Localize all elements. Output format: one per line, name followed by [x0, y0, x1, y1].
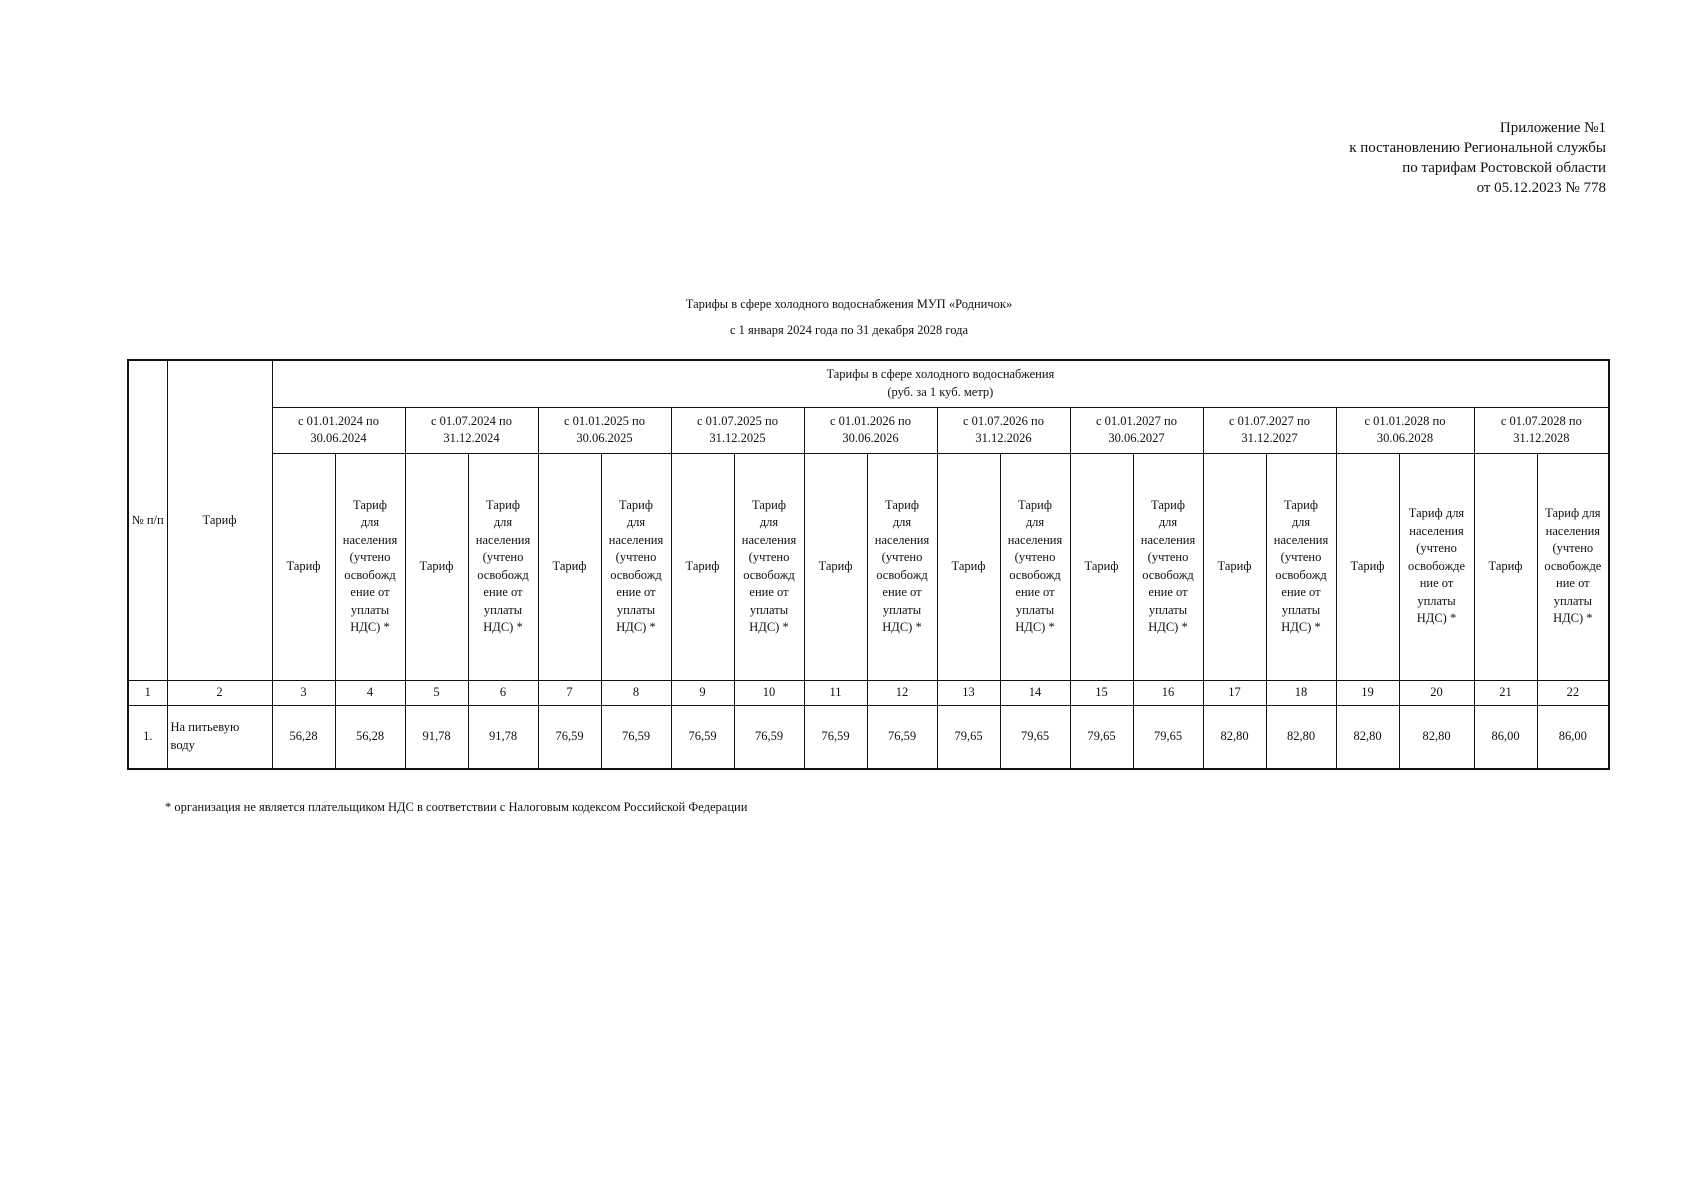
subheader-population-line: уплаты: [616, 602, 656, 617]
column-number-cell: 13: [937, 680, 1000, 705]
column-number-cell: 21: [1474, 680, 1537, 705]
tariff-value-cell: 82,80: [1399, 705, 1474, 769]
subheader-population-cell: [1537, 453, 1609, 680]
tariff-table: [127, 359, 1610, 770]
tariff-value-cell: 86,00: [1537, 705, 1609, 769]
subheader-population-line: НДС) *: [1416, 611, 1457, 626]
header-group-cell: [272, 360, 1609, 407]
subheader-population-line: (учтено: [482, 550, 524, 564]
subheader-population-line: (учтено: [349, 550, 391, 564]
column-number-cell: 5: [405, 680, 468, 705]
subheader-population-line: населения: [1273, 532, 1329, 547]
period-line: с 01.07.2028 по: [1500, 413, 1582, 428]
period-line: 31.12.2027: [1241, 431, 1298, 445]
subheader-population-line: освобожд: [1275, 567, 1327, 582]
subheader-population-line: для: [1158, 515, 1178, 529]
subheader-population-line: для: [493, 515, 513, 529]
header-group-line: (руб. за 1 куб. метр): [887, 384, 994, 399]
subheader-population-line: населения: [1140, 532, 1196, 547]
period-line: 30.06.2026: [842, 431, 899, 445]
subheader-tariff-cell: [671, 453, 734, 680]
subheader-population-line: ние от: [1556, 576, 1590, 591]
column-number-cell: 7: [538, 680, 601, 705]
tariff-value-cell: 76,59: [538, 705, 601, 769]
subheader-tariff-text: Тариф: [1488, 558, 1523, 573]
appendix-line: к постановлению Региональной службы: [1349, 140, 1606, 156]
subheader-population-line: НДС) *: [749, 620, 789, 634]
column-number-cell: 2: [167, 680, 272, 705]
period-line: 30.06.2027: [1108, 431, 1165, 445]
column-number-cell: 16: [1133, 680, 1203, 705]
subheader-population-cell: [1399, 453, 1474, 680]
tariff-value-cell: 76,59: [601, 705, 671, 769]
subheader-population-line: населения: [475, 532, 531, 547]
subheader-population-cell: [867, 453, 937, 680]
column-number-cell: 20: [1399, 680, 1474, 705]
subheader-tariff-text: Тариф: [1350, 558, 1385, 573]
period-line: 30.06.2025: [576, 431, 633, 445]
subheader-tariff-cell: [804, 453, 867, 680]
column-number-cell: 22: [1537, 680, 1609, 705]
subheader-population-line: НДС) *: [882, 620, 922, 634]
subheader-population-line: уплаты: [1417, 593, 1456, 608]
subheader-population-cell: [601, 453, 671, 680]
subheader-population-line: уплаты: [882, 602, 922, 617]
subheader-population-line: НДС) *: [616, 620, 656, 634]
subheader-population-line: для: [626, 515, 646, 529]
footnote: * организация не является плательщиком НДС в соответствии с Налоговым кодексом Российской Федерации: [165, 800, 748, 814]
period-line: 31.12.2025: [709, 431, 766, 445]
subheader-population-line: Тариф: [885, 497, 919, 512]
row-name-line: На питьевую: [170, 720, 240, 735]
header-tariff-text: Тариф: [202, 512, 237, 527]
subheader-tariff-text: Тариф: [1217, 558, 1252, 573]
column-number-cell: 12: [867, 680, 937, 705]
subheader-population-line: освобожд: [344, 567, 396, 582]
tariff-value-cell: 56,28: [272, 705, 335, 769]
subheader-population-line: НДС) *: [1015, 620, 1055, 634]
column-number-cell: 15: [1070, 680, 1133, 705]
subheader-population-line: уплаты: [350, 602, 390, 617]
subheader-population-line: для: [360, 515, 380, 529]
tariff-value-cell: 82,80: [1266, 705, 1336, 769]
column-number-cell: 8: [601, 680, 671, 705]
subheader-population-line: ение от: [1015, 585, 1055, 599]
period-line: с 01.01.2026 по: [830, 413, 911, 428]
period-header-cell: [538, 407, 671, 453]
column-number-cell: 11: [804, 680, 867, 705]
subheader-population-line: ение от: [882, 585, 922, 599]
tariff-value-cell: 76,59: [867, 705, 937, 769]
period-line: 30.06.2024: [310, 431, 367, 445]
header-tariff-cell: [167, 360, 272, 680]
tariff-value-cell: 79,65: [1070, 705, 1133, 769]
subheader-population-line: Тариф: [752, 497, 786, 512]
period-header-cell: [937, 407, 1070, 453]
appendix-block: [1349, 118, 1606, 198]
subheader-population-line: НДС) *: [350, 620, 390, 634]
subheader-population-line: Тариф: [486, 497, 520, 512]
subheader-population-cell: [734, 453, 804, 680]
period-header-cell: [405, 407, 538, 453]
subheader-population-cell: [1266, 453, 1336, 680]
subheader-population-line: уплаты: [1148, 602, 1188, 617]
subheader-tariff-cell: [405, 453, 468, 680]
subheader-population-line: для: [1025, 515, 1045, 529]
subheader-population-line: ение от: [1281, 585, 1321, 599]
subheader-population-line: Тариф: [1018, 497, 1052, 512]
header-number-cell: [128, 360, 167, 680]
subheader-population-line: ение от: [749, 585, 789, 599]
subheader-population-line: ение от: [483, 585, 523, 599]
period-line: с 01.01.2027 по: [1096, 413, 1177, 428]
tariff-value-cell: 82,80: [1203, 705, 1266, 769]
tariff-value-cell: 79,65: [937, 705, 1000, 769]
subheader-population-line: освобожд: [610, 567, 662, 582]
subheader-population-line: Тариф: [1284, 497, 1318, 512]
period-header-cell: [272, 407, 405, 453]
subheader-population-cell: [1133, 453, 1203, 680]
subheader-population-line: НДС) *: [1553, 611, 1593, 626]
subheader-tariff-cell: [1474, 453, 1537, 680]
column-number-cell: 6: [468, 680, 538, 705]
subheader-tariff-text: Тариф: [951, 558, 986, 573]
period-line: 30.06.2028: [1376, 431, 1434, 445]
subheader-population-line: уплаты: [1281, 602, 1321, 617]
period-line: с 01.07.2024 по: [431, 413, 512, 428]
subheader-population-line: (учтено: [1552, 541, 1594, 556]
period-header-cell: [1070, 407, 1203, 453]
subheader-population-line: населения: [608, 532, 664, 547]
period-line: с 01.07.2026 по: [963, 413, 1044, 428]
table-row: [128, 705, 1609, 769]
subheader-population-line: уплаты: [1553, 593, 1592, 608]
period-line: с 01.07.2027 по: [1229, 413, 1310, 428]
period-header-cell: [1474, 407, 1609, 453]
subheader-population-line: населения: [1545, 523, 1601, 538]
period-header-cell: [671, 407, 804, 453]
subheader-population-line: НДС) *: [483, 620, 523, 634]
tariff-value-cell: 76,59: [804, 705, 867, 769]
subheader-population-line: НДС) *: [1148, 620, 1188, 634]
tariff-value-cell: 76,59: [671, 705, 734, 769]
subheader-population-line: для: [759, 515, 779, 529]
subheader-tariff-cell: [1070, 453, 1133, 680]
subheader-population-line: освобожде: [1544, 558, 1602, 573]
column-number-cell: 19: [1336, 680, 1399, 705]
appendix-line: от 05.12.2023 № 778: [1476, 180, 1606, 196]
subheader-tariff-text: Тариф: [685, 558, 720, 573]
subheader-population-line: уплаты: [483, 602, 523, 617]
column-number-cell: 18: [1266, 680, 1336, 705]
subheader-population-line: Тариф: [1151, 497, 1185, 512]
period-header-cell: [1336, 407, 1474, 453]
tariff-value-cell: 91,78: [468, 705, 538, 769]
subheader-population-line: для: [892, 515, 912, 529]
tariff-value-cell: 56,28: [335, 705, 405, 769]
subheader-population-line: населения: [1409, 523, 1464, 538]
subheader-tariff-text: Тариф: [818, 558, 853, 573]
subheader-population-line: (учтено: [1280, 550, 1322, 564]
column-number-cell: 9: [671, 680, 734, 705]
subheader-population-line: населения: [874, 532, 930, 547]
subheader-tariff-cell: [1336, 453, 1399, 680]
subheader-population-cell: [468, 453, 538, 680]
subheader-population-line: Тариф: [353, 497, 387, 512]
column-number-cell: 17: [1203, 680, 1266, 705]
period-line: с 01.01.2028 по: [1364, 413, 1446, 428]
subheader-population-line: ние от: [1419, 576, 1454, 591]
subheader-tariff-text: Тариф: [552, 558, 587, 573]
subheader-tariff-text: Тариф: [1084, 558, 1119, 573]
tariff-value-cell: 76,59: [734, 705, 804, 769]
row-number-cell: 1.: [128, 705, 167, 769]
subheader-tariff-cell: [1203, 453, 1266, 680]
appendix-line: Приложение №1: [1499, 120, 1606, 136]
column-number-cell: 1: [128, 680, 167, 705]
column-number-cell: 14: [1000, 680, 1070, 705]
subheader-population-line: ение от: [616, 585, 656, 599]
appendix-line: по тарифам Ростовской области: [1402, 160, 1606, 176]
tariff-value-cell: 79,65: [1000, 705, 1070, 769]
subheader-population-line: освобожд: [1142, 567, 1194, 582]
row-name-cell: [167, 705, 272, 769]
document-subtitle: с 1 января 2024 года по 31 декабря 2028 года: [729, 323, 968, 337]
subheader-population-line: (учтено: [1416, 541, 1457, 556]
header-group-line: Тарифы в сфере холодного водоснабжения: [826, 367, 1055, 382]
subheader-population-line: населения: [342, 532, 398, 547]
subheader-population-line: освобожде: [1407, 558, 1466, 573]
subheader-tariff-text: Тариф: [286, 558, 321, 573]
subheader-tariff-text: Тариф: [419, 558, 454, 573]
subheader-population-line: уплаты: [749, 602, 789, 617]
subheader-tariff-cell: [538, 453, 601, 680]
subheader-population-line: освобожд: [1009, 567, 1061, 582]
subheader-population-cell: [1000, 453, 1070, 680]
tariff-value-cell: 91,78: [405, 705, 468, 769]
period-line: с 01.07.2025 по: [697, 413, 778, 428]
subheader-population-line: освобожд: [477, 567, 529, 582]
period-line: 31.12.2024: [443, 431, 500, 445]
subheader-population-line: Тариф: [619, 497, 653, 512]
tariff-value-cell: 86,00: [1474, 705, 1537, 769]
subheader-population-line: ение от: [350, 585, 390, 599]
subheader-population-line: освобожд: [876, 567, 928, 582]
period-line: 31.12.2028: [1513, 431, 1570, 445]
period-line: с 01.01.2024 по: [298, 413, 379, 428]
subheader-population-line: уплаты: [1015, 602, 1055, 617]
subheader-population-line: (учтено: [1147, 550, 1189, 564]
subheader-population-line: Тариф для: [1408, 506, 1465, 521]
row-name-line: воду: [170, 737, 195, 752]
subheader-population-line: населения: [741, 532, 797, 547]
subheader-population-line: НДС) *: [1281, 620, 1321, 634]
subheader-population-line: (учтено: [615, 550, 657, 564]
subheader-tariff-cell: [272, 453, 335, 680]
subheader-population-line: освобожд: [743, 567, 795, 582]
period-line: с 01.01.2025 по: [564, 413, 645, 428]
subheader-population-line: (учтено: [881, 550, 923, 564]
subheader-population-line: ение от: [1148, 585, 1188, 599]
subheader-population-cell: [335, 453, 405, 680]
subheader-population-line: для: [1291, 515, 1311, 529]
tariff-value-cell: 79,65: [1133, 705, 1203, 769]
document-title: Тарифы в сфере холодного водоснабжения МУП «Родничок»: [685, 297, 1013, 311]
subheader-population-line: (учтено: [748, 550, 790, 564]
subheader-population-line: (учтено: [1014, 550, 1056, 564]
header-number-text: № п/п: [131, 512, 164, 527]
column-number-cell: 4: [335, 680, 405, 705]
column-number-cell: 3: [272, 680, 335, 705]
tariff-value-cell: 82,80: [1336, 705, 1399, 769]
subheader-population-line: Тариф для: [1545, 506, 1601, 521]
period-header-cell: [804, 407, 937, 453]
subheader-population-line: населения: [1007, 532, 1063, 547]
period-line: 31.12.2026: [975, 431, 1032, 445]
subheader-tariff-cell: [937, 453, 1000, 680]
period-header-cell: [1203, 407, 1336, 453]
column-number-cell: 10: [734, 680, 804, 705]
